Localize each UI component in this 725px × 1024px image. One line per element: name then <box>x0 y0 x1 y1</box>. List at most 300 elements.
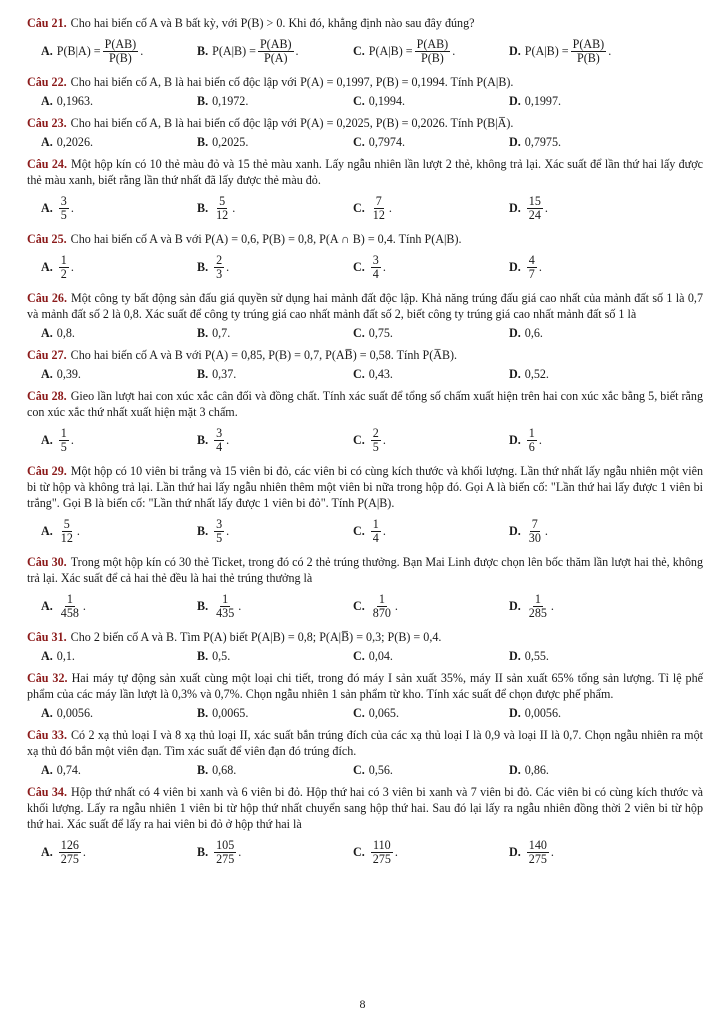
answer-option[interactable] <box>509 762 549 778</box>
question-text: Cho hai biến cố A, B là hai biến cố độc lập với P(A) = 0,2025, P(B) = 0,2026. Tính P(B|A̅). <box>70 116 514 130</box>
option-suffix: . <box>238 599 242 613</box>
option-suffix: . <box>226 260 230 274</box>
option-suffix: . <box>82 845 86 859</box>
answer-option[interactable] <box>197 648 353 664</box>
option-label: D. <box>509 367 521 381</box>
fraction-denominator: 12 <box>372 207 385 222</box>
option-text: 0,0056. <box>524 706 562 720</box>
answer-option[interactable] <box>197 427 353 454</box>
option-label: C. <box>353 367 365 381</box>
option-text: 0,56. <box>368 763 393 777</box>
option-suffix: . <box>538 433 542 447</box>
option-label: B. <box>197 763 209 777</box>
page-number: 8 <box>359 997 366 1011</box>
fraction-numerator: 7 <box>375 193 382 208</box>
option-label: A. <box>41 845 53 859</box>
option-text: 0,0065. <box>212 706 249 720</box>
question <box>27 629 703 664</box>
fraction-numerator: P(AB) <box>572 36 605 51</box>
option-label: C. <box>353 94 365 108</box>
option-text: 0,39. <box>56 367 81 381</box>
option-label: C. <box>353 135 365 149</box>
fraction-denominator: 870 <box>372 605 391 620</box>
fraction-denominator: 5 <box>216 530 223 545</box>
answer-option[interactable] <box>509 839 554 866</box>
question-text: Cho 2 biến cố A và B. Tìm P(A) biết P(A|B) = 0,8; P(A|B̅) = 0,3; P(B) = 0,4. <box>70 630 442 644</box>
answer-option[interactable] <box>197 593 353 620</box>
option-text: 0,5. <box>212 649 231 663</box>
option-suffix: . <box>70 433 74 447</box>
fraction-denominator: P(A) <box>263 50 288 65</box>
answer-option[interactable] <box>41 325 197 341</box>
fraction <box>527 195 543 222</box>
option-text: 0,04. <box>368 649 393 663</box>
option-suffix: . <box>452 44 456 58</box>
option-label: B. <box>197 367 209 381</box>
answer-options <box>27 648 703 664</box>
answer-option[interactable] <box>509 93 561 109</box>
fraction-numerator: 105 <box>216 837 235 852</box>
option-label: C. <box>353 599 365 613</box>
fraction <box>371 518 381 545</box>
fraction-numerator: 140 <box>528 837 547 852</box>
option-label: B. <box>197 524 209 538</box>
answer-option[interactable] <box>41 593 197 620</box>
answer-option[interactable] <box>509 254 542 281</box>
question-stem <box>27 784 703 832</box>
fraction <box>371 195 387 222</box>
fraction-numerator: 5 <box>219 193 226 208</box>
question-number: Câu 21. <box>27 16 67 30</box>
option-label: B. <box>197 433 209 447</box>
answer-options <box>27 762 703 778</box>
fraction-numerator: P(AB) <box>259 36 292 51</box>
fraction-numerator: 3 <box>60 193 67 208</box>
option-suffix: . <box>295 44 299 58</box>
answer-option[interactable] <box>197 93 353 109</box>
answer-option[interactable] <box>41 705 197 721</box>
answer-options <box>27 366 703 382</box>
option-suffix: . <box>226 433 230 447</box>
question-text: Một hộp có 10 viên bi trắng và 15 viên bi đỏ, các viên bi có cùng kích thước và khối lượng. Lần thứ nhất lấy ngẫu nhiên một viên bi từ hộp và không trả lại. Lần thứ hai lấy ngẫu nhiên thêm một viên bi nữa trong hộp đó. Gọi A là biến cố: "Lần thứ hai lấy được 1 viên bi trắng". Gọi B là biến cố: "Lần thứ nhất lấy được 1 viên bi đỏ". Tính P(A|B). <box>27 464 703 510</box>
answer-option[interactable] <box>197 839 353 866</box>
question-text: Hộp thứ nhất có 4 viên bi xanh và 6 viên bi đỏ. Hộp thứ hai có 3 viên bi xanh và 7 viên bi đỏ. Các viên bi có cùng kích thước và khối lượng. Lấy ra ngẫu nhiên 1 viên bi từ hộp thứ nhất chuyển sang hộp thứ hai. Sau đó lại lấy ra ngẫu nhiên đồng thời 2 viên bi từ hộp thứ hai. Xác suất để lấy ra hai viên bi đỏ ở hộp thứ hai là <box>27 785 704 831</box>
answer-option[interactable] <box>353 38 509 65</box>
answer-option[interactable] <box>197 705 353 721</box>
fraction-numerator: 126 <box>60 837 79 852</box>
fraction-numerator: 3 <box>372 252 379 267</box>
fraction-numerator: 5 <box>63 516 70 531</box>
question-stem <box>27 554 703 586</box>
option-label: B. <box>197 260 209 274</box>
fraction-denominator: P(B) <box>420 50 444 65</box>
answer-options <box>27 250 703 284</box>
question-stem <box>27 388 703 420</box>
fraction-denominator: 275 <box>216 851 235 866</box>
fraction-denominator: 435 <box>216 605 235 620</box>
option-label: A. <box>41 706 53 720</box>
fraction-denominator: 5 <box>60 207 67 222</box>
answer-options <box>27 325 703 341</box>
question-number: Câu 31. <box>27 630 67 644</box>
answer-option[interactable] <box>197 254 353 281</box>
option-label: D. <box>509 706 521 720</box>
question <box>27 463 703 548</box>
answer-option[interactable] <box>41 427 197 454</box>
fraction <box>371 593 393 620</box>
fraction-numerator: 1 <box>60 425 67 440</box>
fraction-numerator: 15 <box>528 193 541 208</box>
question-text: Cho hai biến cố A và B với P(A) = 0,6, P(B) = 0,8, P(A ∩ B) = 0,4. Tính P(A|B). <box>70 232 462 246</box>
option-text: 0,2025. <box>212 135 249 149</box>
fraction <box>371 254 381 281</box>
question <box>27 347 703 382</box>
question-number: Câu 29. <box>27 464 67 478</box>
question-number: Câu 32. <box>27 671 68 685</box>
question-number: Câu 25. <box>27 232 67 246</box>
answer-option[interactable] <box>197 518 353 545</box>
fraction <box>527 518 543 545</box>
answer-option[interactable] <box>41 648 197 664</box>
option-suffix: . <box>382 260 386 274</box>
answer-option[interactable] <box>353 593 509 620</box>
option-label: A. <box>41 326 53 340</box>
question-number: Câu 33. <box>27 728 67 742</box>
answer-option[interactable] <box>41 195 197 222</box>
answer-option[interactable] <box>353 366 509 382</box>
option-prefix: P(B|A) = <box>56 44 101 58</box>
option-suffix: . <box>232 201 236 215</box>
option-suffix: . <box>544 524 548 538</box>
option-label: D. <box>509 326 521 340</box>
answer-options <box>27 191 703 225</box>
fraction-denominator: 3 <box>216 266 223 281</box>
option-text: 0,1. <box>56 649 75 663</box>
answer-option[interactable] <box>197 195 353 222</box>
fraction-denominator: 4 <box>372 530 379 545</box>
fraction <box>59 195 69 222</box>
fraction-numerator: 1 <box>222 591 229 606</box>
option-label: A. <box>41 44 53 58</box>
question <box>27 727 703 778</box>
question-number: Câu 28. <box>27 389 67 403</box>
fraction-numerator: 1 <box>66 591 73 606</box>
option-prefix: P(A|B) = <box>368 44 413 58</box>
option-text: 0,43. <box>368 367 393 381</box>
fraction-numerator: 2 <box>216 252 223 267</box>
fraction <box>371 427 381 454</box>
option-label: A. <box>41 599 53 613</box>
answer-options <box>27 34 703 68</box>
question <box>27 115 703 150</box>
option-label: D. <box>509 201 521 215</box>
option-label: D. <box>509 845 521 859</box>
fraction-denominator: 12 <box>216 207 229 222</box>
option-suffix: . <box>388 201 392 215</box>
option-label: B. <box>197 845 209 859</box>
fraction-denominator: 5 <box>372 439 379 454</box>
answer-option[interactable] <box>509 195 548 222</box>
option-suffix: . <box>394 599 398 613</box>
option-text: 0,1994. <box>368 94 406 108</box>
option-label: D. <box>509 649 521 663</box>
option-suffix: . <box>544 201 548 215</box>
option-suffix: . <box>82 599 86 613</box>
answer-option[interactable] <box>353 93 509 109</box>
answer-option[interactable] <box>353 427 509 454</box>
answer-options <box>27 134 703 150</box>
answer-option[interactable] <box>353 762 509 778</box>
option-label: D. <box>509 433 521 447</box>
answer-option[interactable] <box>41 839 197 866</box>
answer-option[interactable] <box>197 325 353 341</box>
fraction-denominator: 275 <box>60 851 79 866</box>
question <box>27 554 703 623</box>
question-stem <box>27 629 703 645</box>
option-label: C. <box>353 44 365 58</box>
option-label: D. <box>509 44 521 58</box>
question-text: Gieo lần lượt hai con xúc xắc cân đối và đồng chất. Tính xác suất để tổng số chấm xuất hiện trên hai con xúc xắc bằng 5, biết rằng con xúc xắc thứ nhất xuất hiện mặt 3 chấm. <box>27 389 703 419</box>
question-list <box>27 15 703 869</box>
answer-option[interactable] <box>509 648 549 664</box>
question-text: Có 2 xạ thủ loại I và 8 xạ thủ loại II, xác suất bắn trúng đích của các xạ thủ loại I là 0,9 và loại II là 0,7. Chọn ngẫu nhiên ra một xạ thủ đó bắn một viên đạn. Tìm xác suất để viên đạn đó trúng đích. <box>27 728 703 758</box>
answer-options <box>27 423 703 457</box>
option-suffix: . <box>140 44 144 58</box>
option-label: A. <box>41 260 53 274</box>
fraction <box>214 195 230 222</box>
fraction-numerator: 110 <box>372 837 391 852</box>
option-suffix: . <box>382 524 386 538</box>
fraction <box>527 254 537 281</box>
question-number: Câu 34. <box>27 785 67 799</box>
question <box>27 74 703 109</box>
fraction <box>571 38 607 65</box>
question <box>27 231 703 284</box>
option-text: 0,065. <box>368 706 399 720</box>
fraction <box>527 427 537 454</box>
option-text: 0,55. <box>524 649 549 663</box>
fraction <box>527 839 549 866</box>
answer-option[interactable] <box>353 134 509 150</box>
fraction-numerator: 3 <box>216 516 223 531</box>
answer-option[interactable] <box>509 518 548 545</box>
fraction-numerator: 4 <box>528 252 535 267</box>
option-label: D. <box>509 524 521 538</box>
fraction <box>59 593 81 620</box>
question <box>27 156 703 225</box>
answer-options <box>27 589 703 623</box>
option-text: 0,7974. <box>368 135 406 149</box>
option-suffix: . <box>238 845 242 859</box>
option-suffix: . <box>226 524 230 538</box>
question-stem <box>27 463 703 511</box>
question <box>27 784 703 869</box>
question <box>27 290 703 341</box>
option-text: 0,0056. <box>56 706 94 720</box>
option-label: C. <box>353 706 365 720</box>
option-label: C. <box>353 845 365 859</box>
answer-option[interactable] <box>509 134 561 150</box>
option-label: D. <box>509 135 521 149</box>
fraction <box>214 518 224 545</box>
answer-option[interactable] <box>197 762 353 778</box>
option-label: B. <box>197 706 209 720</box>
fraction <box>214 254 224 281</box>
fraction-numerator: 1 <box>372 516 379 531</box>
question-stem <box>27 15 703 31</box>
answer-option[interactable] <box>509 38 611 65</box>
option-text: 0,1972. <box>212 94 249 108</box>
option-suffix: . <box>550 599 554 613</box>
answer-option[interactable] <box>197 134 353 150</box>
fraction-denominator: P(B) <box>108 50 132 65</box>
question-stem <box>27 74 703 90</box>
option-label: B. <box>197 135 209 149</box>
fraction-numerator: P(AB) <box>416 36 449 51</box>
option-text: 0,1997. <box>524 94 562 108</box>
question-stem <box>27 727 703 759</box>
fraction-denominator: 458 <box>60 605 79 620</box>
answer-option[interactable] <box>41 134 197 150</box>
fraction-numerator: 2 <box>372 425 379 440</box>
question-stem <box>27 115 703 131</box>
fraction <box>103 38 139 65</box>
question-number: Câu 30. <box>27 555 67 569</box>
option-text: 0,37. <box>212 367 237 381</box>
fraction-numerator: P(AB) <box>104 36 137 51</box>
fraction-denominator: 285 <box>528 605 547 620</box>
answer-options <box>27 835 703 869</box>
answer-option[interactable] <box>509 366 549 382</box>
question <box>27 388 703 457</box>
option-text: 0,52. <box>524 367 549 381</box>
option-label: A. <box>41 649 53 663</box>
question-text: Cho hai biến cố A và B với P(A) = 0,85, P(B) = 0,7, P(AB̅) = 0,58. Tính P(A̅B). <box>70 348 458 362</box>
fraction <box>527 593 549 620</box>
option-label: C. <box>353 763 365 777</box>
option-text: 0,7975. <box>524 135 562 149</box>
option-label: D. <box>509 599 521 613</box>
question-number: Câu 24. <box>27 157 67 171</box>
option-label: A. <box>41 367 53 381</box>
option-text: 0,8. <box>56 326 75 340</box>
answer-option[interactable] <box>41 93 197 109</box>
fraction-denominator: P(B) <box>576 50 600 65</box>
option-text: 0,86. <box>524 763 549 777</box>
option-label: C. <box>353 201 365 215</box>
fraction-denominator: 12 <box>60 530 73 545</box>
fraction-numerator: 1 <box>378 591 385 606</box>
answer-option[interactable] <box>353 518 509 545</box>
option-label: B. <box>197 201 209 215</box>
fraction-denominator: 275 <box>372 851 391 866</box>
option-suffix: . <box>382 433 386 447</box>
fraction-denominator: 4 <box>372 266 379 281</box>
answer-option[interactable] <box>41 366 197 382</box>
option-suffix: . <box>70 260 74 274</box>
option-text: 0,74. <box>56 763 81 777</box>
option-label: B. <box>197 44 209 58</box>
question-text: Hai máy tự động sản xuất cùng một loại chi tiết, trong đó máy I sản xuất 35%, máy II sản xuất 65% tổng sản lượng. Tỉ lệ phế phẩm của các máy lần lượt là 0,3% và 0,7%. Chọn ngẫu nhiên 1 sản phẩm từ kho. Tính xác suất để chọn được phế phẩm. <box>27 671 703 701</box>
option-suffix: . <box>550 845 554 859</box>
option-prefix: P(A|B) = <box>212 44 256 58</box>
answer-options <box>27 705 703 721</box>
fraction <box>59 518 75 545</box>
option-label: A. <box>41 135 53 149</box>
answer-option[interactable] <box>41 254 197 281</box>
answer-option[interactable] <box>353 839 509 866</box>
question-text: Một công ty bất động sản đấu giá quyền sử dụng hai mảnh đất độc lập. Khả năng trúng đấu giá cao nhất của mảnh đất số 1 là 0,7 và mảnh đất số 2 là 0,8. Xác suất để công ty trúng giá cao nhất mảnh đất số 2, biết công ty trúng giá cao nhất mảnh đất số 1 là <box>27 291 703 321</box>
option-label: D. <box>509 94 521 108</box>
fraction <box>415 38 451 65</box>
option-label: A. <box>41 433 53 447</box>
option-label: D. <box>509 763 521 777</box>
answer-options <box>27 514 703 548</box>
option-label: A. <box>41 524 53 538</box>
question-text: Cho hai biến cố A và B bất kỳ, với P(B) > 0. Khi đó, khẳng định nào sau đây đúng? <box>70 16 475 30</box>
question-stem <box>27 231 703 247</box>
option-suffix: . <box>608 44 612 58</box>
option-text: 0,2026. <box>56 135 94 149</box>
fraction-denominator: 2 <box>60 266 67 281</box>
option-label: C. <box>353 326 365 340</box>
option-text: 0,6. <box>524 326 543 340</box>
option-suffix: . <box>70 201 74 215</box>
fraction-denominator: 6 <box>528 439 535 454</box>
answer-option[interactable] <box>197 366 353 382</box>
option-label: C. <box>353 433 365 447</box>
question-number: Câu 26. <box>27 291 67 305</box>
option-label: B. <box>197 649 209 663</box>
answer-option[interactable] <box>41 38 197 65</box>
fraction <box>371 839 393 866</box>
option-text: 0,68. <box>212 763 237 777</box>
option-text: 0,7. <box>212 326 231 340</box>
option-label: B. <box>197 94 209 108</box>
option-label: C. <box>353 524 365 538</box>
fraction <box>214 593 236 620</box>
answer-option[interactable] <box>197 38 353 65</box>
question-stem <box>27 347 703 363</box>
answer-option[interactable] <box>509 705 561 721</box>
answer-option[interactable] <box>353 325 509 341</box>
fraction-denominator: 275 <box>528 851 547 866</box>
answer-option[interactable] <box>509 325 543 341</box>
answer-option[interactable] <box>353 705 509 721</box>
answer-option[interactable] <box>41 762 197 778</box>
fraction-numerator: 3 <box>216 425 223 440</box>
option-suffix: . <box>76 524 80 538</box>
question-number: Câu 22. <box>27 75 67 89</box>
question-number: Câu 23. <box>27 116 67 130</box>
answer-option[interactable] <box>41 518 197 545</box>
option-label: B. <box>197 599 209 613</box>
answer-option[interactable] <box>509 427 542 454</box>
answer-option[interactable] <box>353 195 509 222</box>
fraction-denominator: 4 <box>216 439 223 454</box>
fraction <box>59 839 81 866</box>
answer-option[interactable] <box>509 593 554 620</box>
fraction-denominator: 30 <box>528 530 541 545</box>
question-text: Cho hai biến cố A, B là hai biến cố độc lập với P(A) = 0,1997, P(B) = 0,1994. Tính P(A|B). <box>70 75 514 89</box>
fraction-numerator: 1 <box>528 425 535 440</box>
fraction-numerator: 1 <box>60 252 67 267</box>
option-label: D. <box>509 260 521 274</box>
answer-option[interactable] <box>353 254 509 281</box>
fraction <box>59 254 69 281</box>
fraction-numerator: 7 <box>531 516 538 531</box>
answer-option[interactable] <box>353 648 509 664</box>
